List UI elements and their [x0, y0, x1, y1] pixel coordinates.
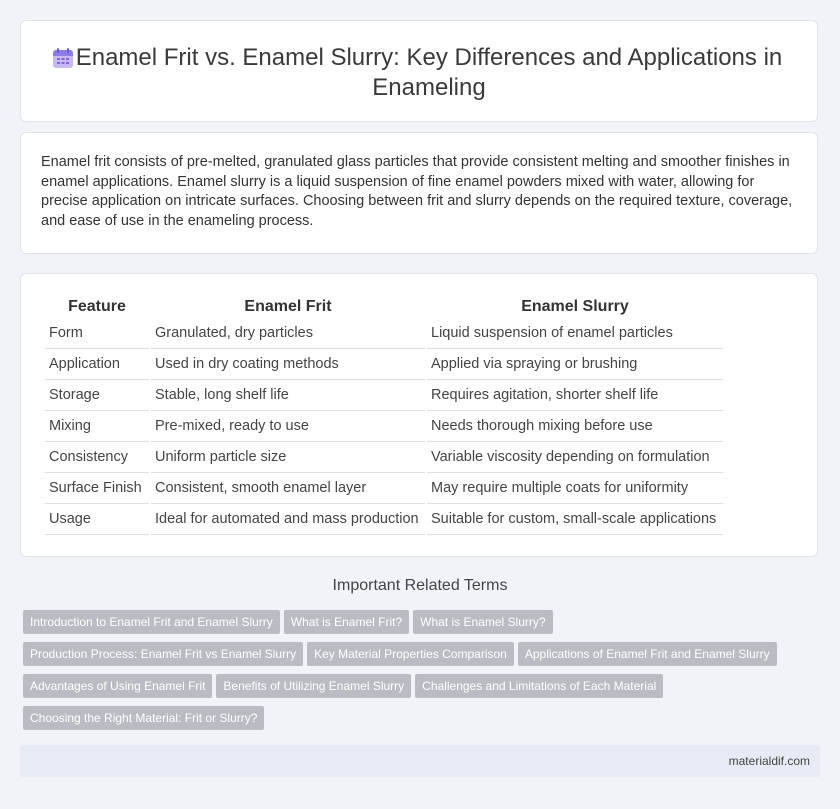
table-cell: Form	[45, 318, 149, 349]
table-cell: Requires agitation, shorter shelf life	[427, 380, 723, 411]
table-cell: Storage	[45, 380, 149, 411]
table-cell: Stable, long shelf life	[151, 380, 425, 411]
related-term-tag[interactable]: What is Enamel Frit?	[284, 610, 409, 634]
comparison-card	[20, 273, 818, 557]
table-cell: Mixing	[45, 411, 149, 442]
table-cell: Ideal for automated and mass production	[151, 504, 425, 535]
table-row	[45, 380, 723, 411]
table-cell: Usage	[45, 504, 149, 535]
footer	[20, 745, 820, 777]
page-title: Enamel Frit vs. Enamel Slurry: Key Differences and Applications in Enameling	[75, 44, 783, 101]
site-link[interactable]: materialdif.com	[728, 754, 810, 768]
related-term-tag[interactable]: Introduction to Enamel Frit and Enamel Slurry	[23, 610, 280, 634]
table-cell: May require multiple coats for uniformity	[427, 473, 723, 504]
related-term-tag[interactable]: Applications of Enamel Frit and Enamel Slurry	[518, 642, 777, 666]
table-cell: Used in dry coating methods	[151, 349, 425, 380]
related-term-tag[interactable]: Production Process: Enamel Frit vs Enamel Slurry	[23, 642, 303, 666]
table-cell: Suitable for custom, small-scale applications	[427, 504, 723, 535]
table-cell: Applied via spraying or brushing	[427, 349, 723, 380]
table-cell: Surface Finish	[45, 473, 149, 504]
table-row	[45, 473, 723, 504]
header-card	[20, 20, 818, 122]
related-terms-heading: Important Related Terms	[332, 577, 508, 594]
table-cell: Application	[45, 349, 149, 380]
related-term-tag[interactable]: Benefits of Utilizing Enamel Slurry	[216, 674, 411, 698]
table-row	[45, 504, 723, 535]
column-header: Enamel Frit	[244, 298, 332, 315]
table-cell: Consistent, smooth enamel layer	[151, 473, 425, 504]
table-cell: Liquid suspension of enamel particles	[427, 318, 723, 349]
table-cell: Needs thorough mixing before use	[427, 411, 723, 442]
related-term-tag[interactable]: What is Enamel Slurry?	[413, 610, 552, 634]
table-cell: Granulated, dry particles	[151, 318, 425, 349]
intro-text: Enamel frit consists of pre-melted, granulated glass particles that provide consistent melting and smoother finishes in enamel applications. Enamel slurry is a liquid suspension of fine enamel powders mixed with water, allowing for precise application on intricate surfaces. Choosing between frit and slurry depends on the required texture, coverage, and ease of use in the enameling process.	[41, 154, 793, 229]
table-header-row	[45, 296, 723, 318]
table-row	[45, 442, 723, 473]
table-cell: Variable viscosity depending on formulation	[427, 442, 723, 473]
table-row	[45, 349, 723, 380]
table-cell: Consistency	[45, 442, 149, 473]
related-term-tag[interactable]: Advantages of Using Enamel Frit	[23, 674, 212, 698]
table-row	[45, 411, 723, 442]
related-term-tag[interactable]: Key Material Properties Comparison	[307, 642, 514, 666]
table-cell: Uniform particle size	[151, 442, 425, 473]
related-term-tag[interactable]: Challenges and Limitations of Each Material	[415, 674, 663, 698]
related-terms-list	[23, 610, 813, 738]
intro-card	[20, 132, 818, 254]
table-row	[45, 318, 723, 349]
related-term-tag[interactable]: Choosing the Right Material: Frit or Slurry?	[23, 706, 264, 730]
table-cell: Pre-mixed, ready to use	[151, 411, 425, 442]
comparison-table	[43, 296, 725, 535]
column-header: Feature	[68, 298, 126, 315]
column-header: Enamel Slurry	[521, 298, 629, 315]
